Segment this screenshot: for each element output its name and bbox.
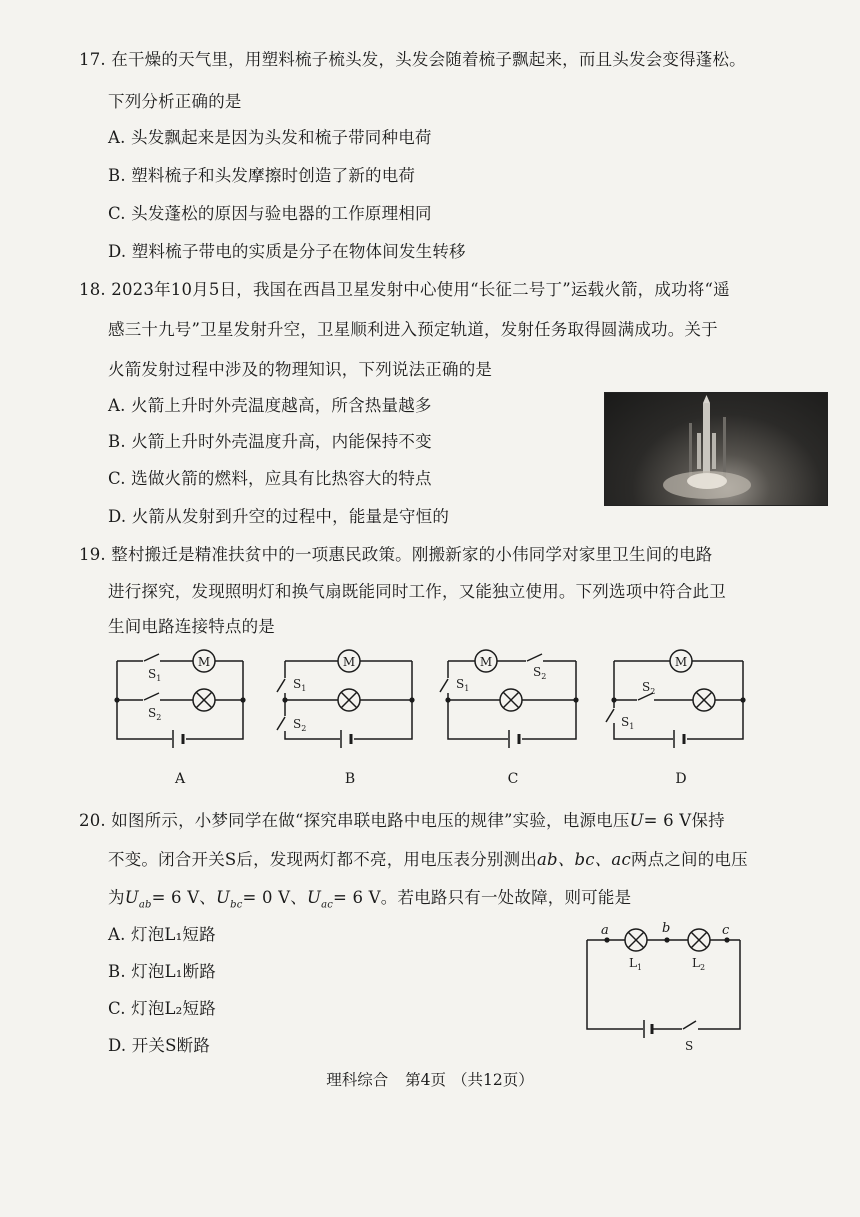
switch-label-d1: $S_1$ [621, 715, 635, 731]
switch-s-label: S [685, 1039, 694, 1053]
rocket-launch-photo [604, 392, 828, 506]
footer-page-number: 第4页 [405, 1071, 447, 1089]
q18-stem-line2: 感三十九号”卫星发射升空，卫星顺利进入预定轨道，发射任务取得圆满成功。关于 [108, 320, 718, 339]
lamp-l2-label: $L_2$ [692, 956, 706, 972]
q19-circuit-diagrams [0, 640, 860, 820]
q20-stem-line3: 为$U_{ab}= 6$ V、$U_{bc}= 0$ V、$U_{ac}= 6$ V。若电路只有一处故障，则可能是 [108, 888, 632, 911]
point-b-label: b [662, 921, 671, 936]
motor-symbol-c: M [479, 655, 493, 669]
q17-option-d: D. 塑料梳子带电的实质是分子在物体间发生转移 [108, 242, 466, 261]
circuit-a [117, 650, 243, 748]
q17-option-a: A. 头发飘起来是因为头发和梳子带同种电荷 [108, 128, 432, 147]
q20-stem-line2: 不变。闭合开关S后，发现两灯都不亮，用电压表分别测出ab、bc、ac两点之间的电压 [108, 850, 748, 869]
switch-label-b2: $S_2$ [293, 717, 307, 733]
q20-option-d: D. 开关S断路 [108, 1036, 211, 1055]
q18-stem-line3: 火箭发射过程中涉及的物理知识，下列说法正确的是 [108, 360, 493, 379]
circuit-label-c: C [507, 771, 519, 787]
circuit-label-b: B [344, 771, 356, 787]
q20-option-c: C. 灯泡L₂短路 [108, 999, 216, 1018]
q19-stem-line2: 进行探究，发现照明灯和换气扇既能同时工作，又能独立使用。下列选项中符合此卫 [108, 582, 726, 601]
q19-stem-line1: 19. 整村搬迁是精准扶贫中的一项惠民政策。刚搬新家的小伟同学对家里卫生间的电路 [79, 545, 713, 564]
q20-circuit-diagram [570, 915, 760, 1055]
q20-stem-line1: 20. 如图所示，小梦同学在做“探究串联电路中电压的规律”实验，电源电压U= 6 V保持 [79, 811, 725, 830]
switch-label-a1: $S_1$ [148, 667, 162, 683]
circuit-c [440, 650, 576, 748]
q17-stem-line2: 下列分析正确的是 [108, 92, 242, 111]
footer-subject: 理科综合 [326, 1071, 389, 1089]
q17-stem-line1: 17. 在干燥的天气里，用塑料梳子梳头发，头发会随着梳子飘起来，而且头发会变得蓬松。 [79, 50, 746, 69]
circuit-label-d: D [675, 771, 687, 787]
switch-label-c2: $S_2$ [533, 665, 547, 681]
page-footer [0, 1068, 860, 1090]
point-c-label: c [722, 923, 730, 938]
q20-option-a: A. 灯泡L₁短路 [108, 925, 216, 944]
switch-label-a2: $S_2$ [148, 706, 162, 722]
q18-stem-line1: 18. 2023年10月5日，我国在西昌卫星发射中心使用“长征二号丁”运载火箭，成功将“遥 [79, 280, 730, 299]
q17-option-c: C. 头发蓬松的原因与验电器的工作原理相同 [108, 204, 432, 223]
q18-option-c: C. 选做火箭的燃料，应具有比热容大的特点 [108, 469, 432, 488]
q18-option-b: B. 火箭上升时外壳温度升高，内能保持不变 [108, 432, 432, 451]
lamp-l1-label: $L_1$ [629, 956, 643, 972]
q18-option-d: D. 火箭从发射到升空的过程中，能量是守恒的 [108, 507, 450, 526]
switch-label-b1: $S_1$ [293, 677, 307, 693]
switch-label-d2: $S_2$ [642, 680, 656, 696]
q19-stem-line3: 生间电路连接特点的是 [108, 617, 275, 636]
q20-option-b: B. 灯泡L₁断路 [108, 962, 216, 981]
motor-symbol-b: M [342, 655, 356, 669]
circuit-label-a: A [174, 771, 186, 787]
point-a-label: a [601, 923, 609, 938]
footer-total-pages: （共12页） [452, 1071, 534, 1089]
q18-option-a: A. 火箭上升时外壳温度越高，所含热量越多 [108, 396, 432, 415]
motor-symbol-d: M [674, 655, 688, 669]
q17-option-b: B. 塑料梳子和头发摩擦时创造了新的电荷 [108, 166, 416, 185]
rocket-icon [605, 393, 827, 505]
motor-symbol-a: M [197, 655, 211, 669]
switch-label-c1: $S_1$ [456, 677, 470, 693]
